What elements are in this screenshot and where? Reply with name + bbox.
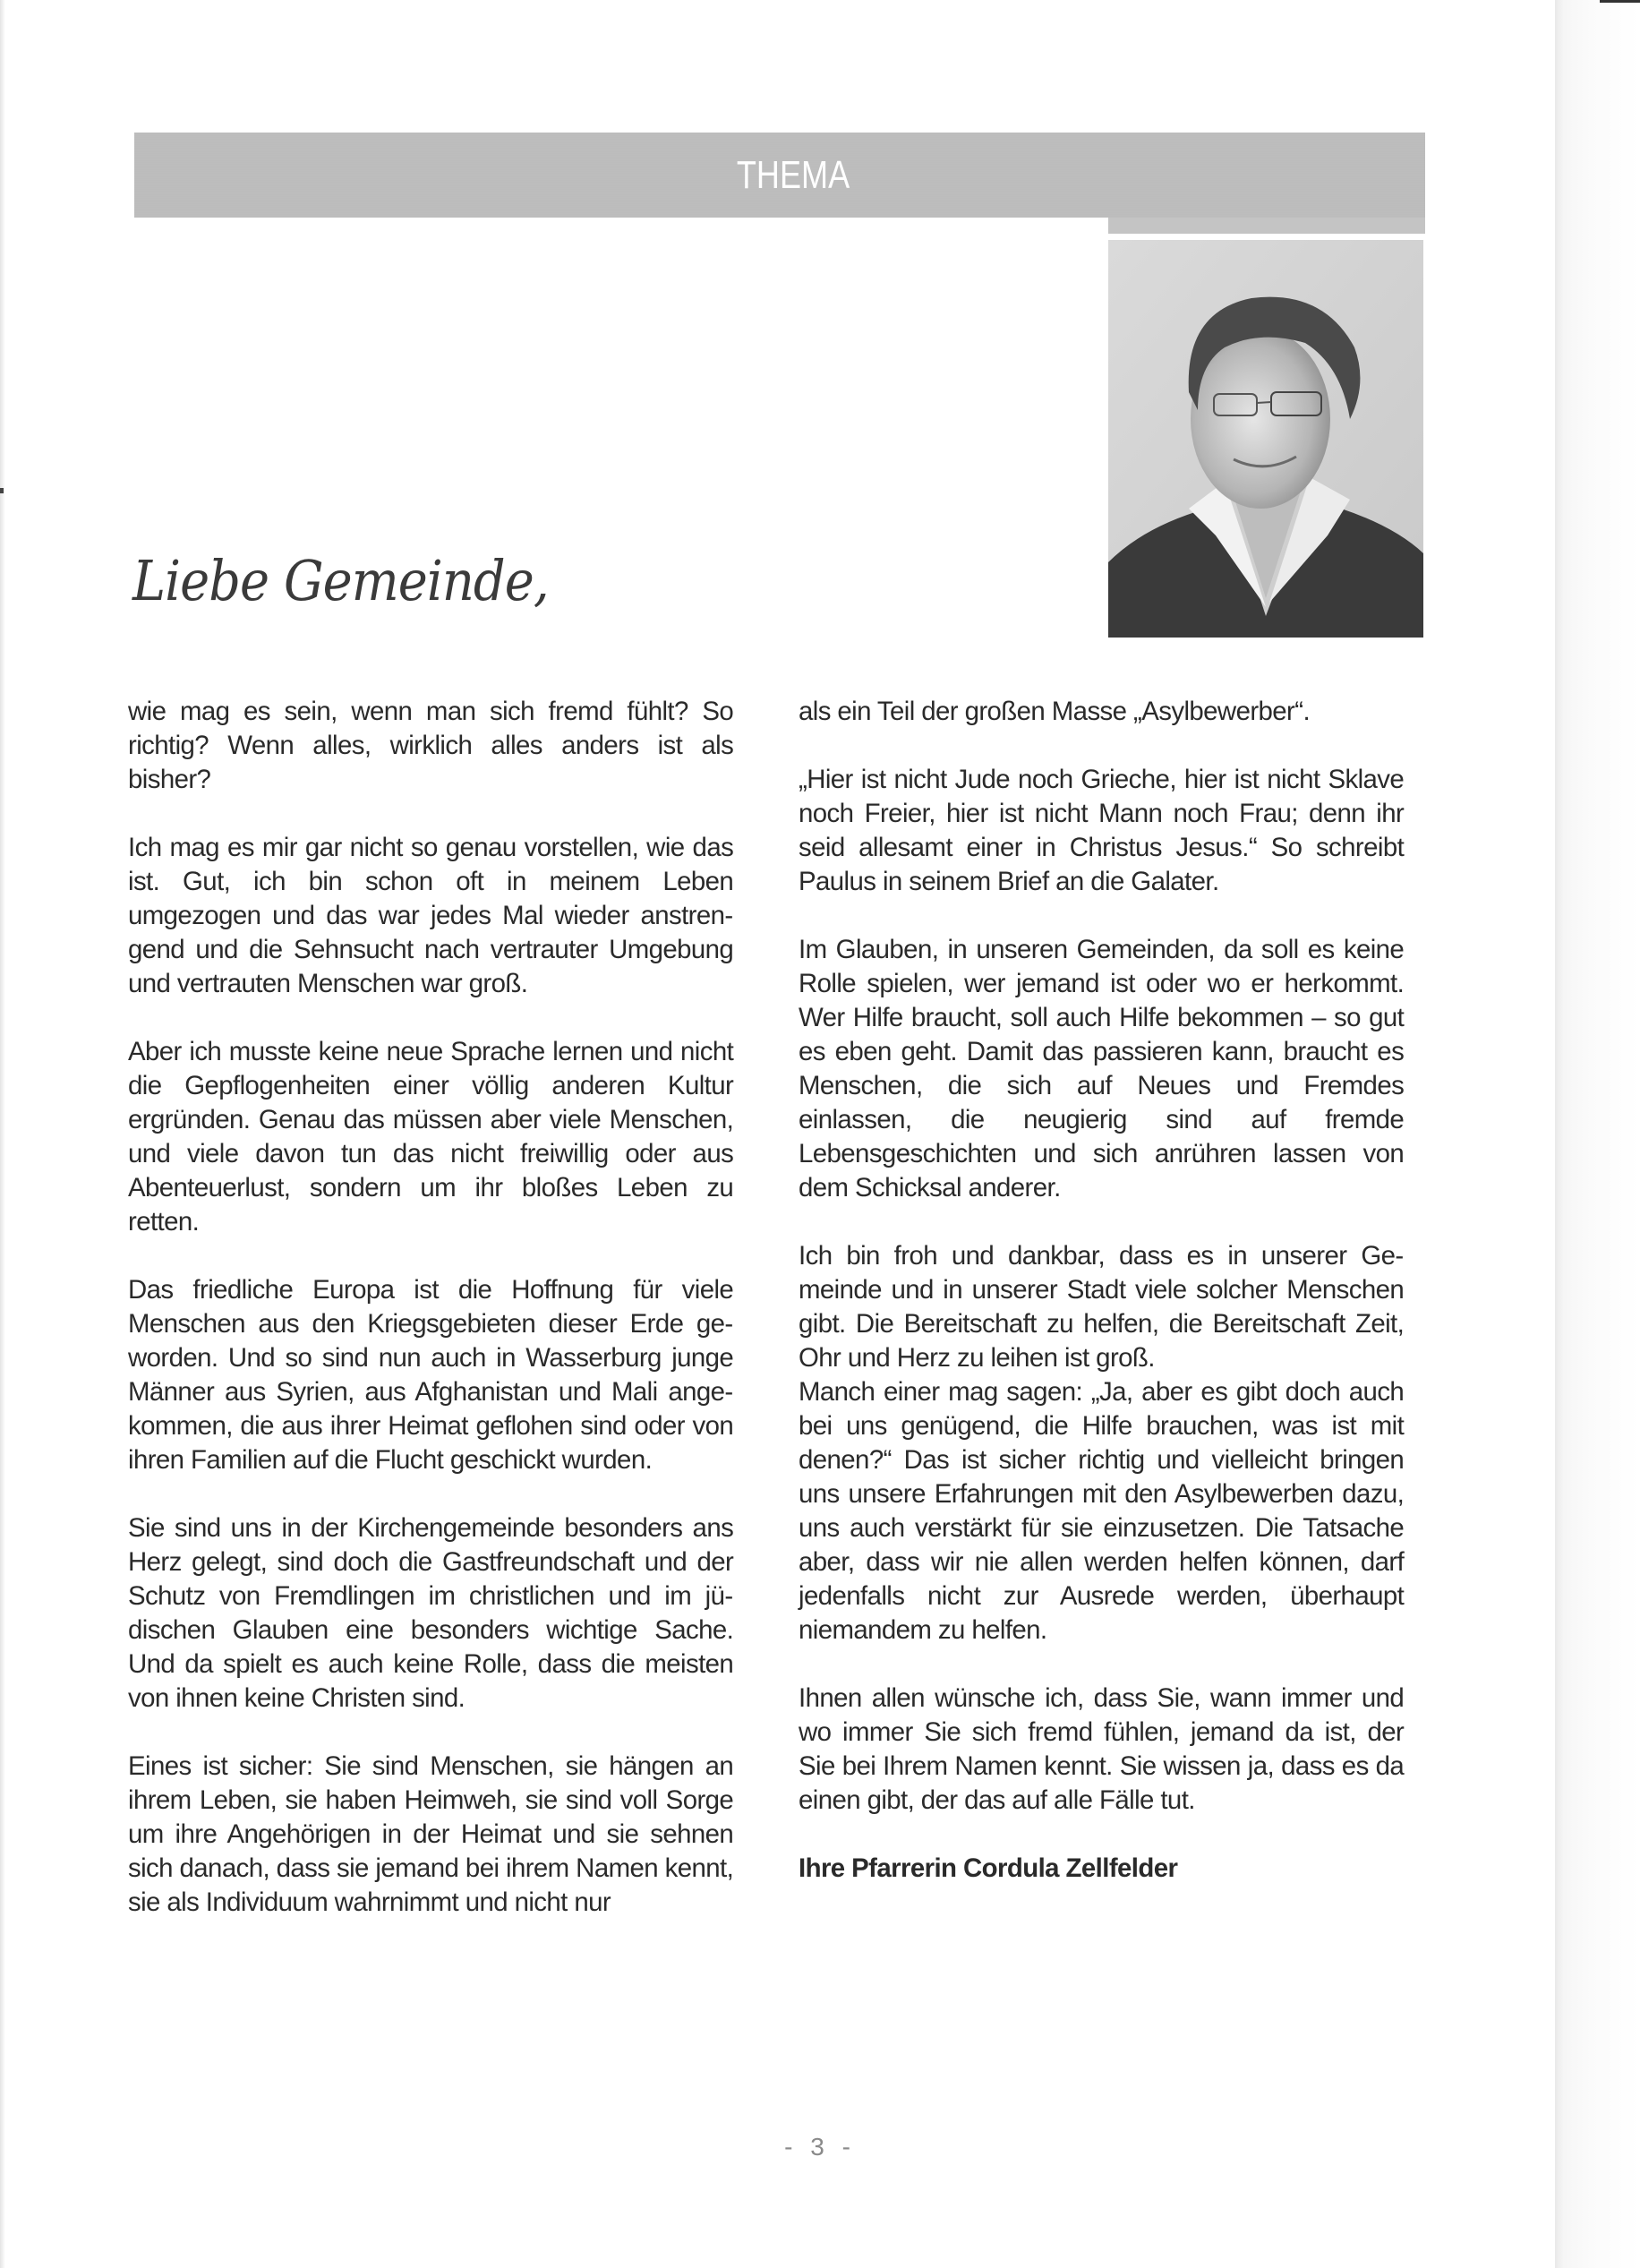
scan-left-edge	[0, 0, 5, 2268]
paragraph: Ich bin froh und dankbar, dass es in unserer Gemeinde und in unserer Stadt viele solcher Menschen gibt. Die Bereitschaft zu helfen, die Bereitschaft Zeit, Ohr und Herz zu leihen ist groß.	[799, 1241, 1405, 1373]
author-portrait-photo	[1108, 240, 1423, 638]
paragraph: Das friedliche Europa ist die Hoffnung für viele Menschen aus den Kriegsgebieten dieser Erde geworden. Und so sind nun auch in Wasserburg junge Männer aus Syrien, aus Afghanistan und Mali angekommen, die aus ihrer Heimat geflohen sind oder von ihren Familien auf die Flucht geschickt wurden.	[128, 1275, 734, 1475]
paragraph: Ihnen allen wünsche ich, dass Sie, wann immer und wo immer Sie sich fremd fühlen, jemand da ist, der Sie bei Ihrem Namen kennt. Sie wissen ja, dass es da einen gibt, der das auf alle Fälle tut.	[799, 1683, 1405, 1815]
scan-mark	[0, 488, 4, 493]
paragraph: Ich mag es mir gar nicht so genau vorstellen, wie das ist. Gut, ich bin schon oft in meinem Leben umgezogen und das war jedes Mal wieder anstrengend und die Sehnsucht nach vertrauter Umgebung und vertrauten Menschen war groß.	[128, 833, 734, 998]
paragraph: Manch einer mag sagen: „Ja, aber es gibt doch auch bei uns genügend, die Hilfe brauchen, was ist mit denen?“ Das ist sicher richtig und vielleicht bringen uns unsere Erfahrungen mit den Asylbewerben dazu, uns auch verstärkt für sie einzusetzen. Die Tatsache aber, dass wir nie allen werden helfen können, darf jedenfalls nicht zur Ausrede werden, überhaupt niemandem zu helfen.	[799, 1377, 1405, 1645]
portrait-icon	[1108, 240, 1423, 638]
left-text-column	[128, 695, 746, 1920]
paragraph: Sie sind uns in der Kirchengemeinde besonders ans Herz gelegt, sind doch die Gastfreundschaft und der Schutz von Fremdlingen im christlichen und im jüdischen Glauben eine besonders wichtige Sache. Und da spielt es auch keine Rolle, dass die meisten von ihnen keine Christen sind.	[128, 1513, 734, 1713]
scan-right-edge-shadow	[1555, 0, 1640, 2268]
paragraph: Im Glauben, in unseren Gemeinden, da soll es keine Rolle spielen, wer jemand ist oder wo er herkommt. Wer Hilfe braucht, soll auch Hilfe bekommen – so gut es eben geht. Damit das passieren kann, braucht es Menschen, die sich auf Neues und Fremdes einlassen, die neugierig sind auf fremde Lebensgeschichten und sich anrühren lassen von dem Schicksal anderer.	[799, 935, 1405, 1202]
paragraph: Eines ist sicher: Sie sind Menschen, sie hängen an ihrem Leben, sie haben Heimweh, sie sind voll Sorge um ihre Angehörigen in der Heimat und sie sehnen sich danach, dass sie jemand bei ihrem Namen kennt, sie als Individuum wahrnimmt und nicht nur	[128, 1751, 734, 1917]
paragraph: Aber ich musste keine neue Sprache lernen und nicht die Gepflogenheiten einer völlig anderen Kultur ergründen. Genau das müssen aber viele Menschen, und viele davon tun das nicht freiwillig oder aus Abenteuerlust, sondern um ihr bloßes Leben zu retten.	[128, 1037, 734, 1237]
paragraph: als ein Teil der großen Masse „Asylbewerber“.	[799, 697, 1311, 726]
paragraph: wie mag es sein, wenn man sich fremd fühlt? So richtig? Wenn alles, wirklich alles anders ist als bisher?	[128, 697, 734, 794]
header-bar-extension	[1108, 218, 1425, 234]
letter-salutation: Liebe Gemeinde,	[132, 548, 549, 613]
right-text-column	[799, 695, 1416, 1920]
section-title: THEMA	[736, 152, 850, 197]
letter-signature: Ihre Pfarrerin Cordula Zellfelder	[799, 1853, 1178, 1883]
page-number: - 3 -	[784, 2133, 856, 2161]
section-header-bar	[134, 133, 1425, 218]
paragraph: „Hier ist nicht Jude noch Grieche, hier ist nicht Sklave noch Freier, hier ist nicht Mann noch Frau; denn ihr seid allesamt einer in Christus Jesus.“ So schreibt Paulus in seinem Brief an die Galater.	[799, 765, 1405, 896]
